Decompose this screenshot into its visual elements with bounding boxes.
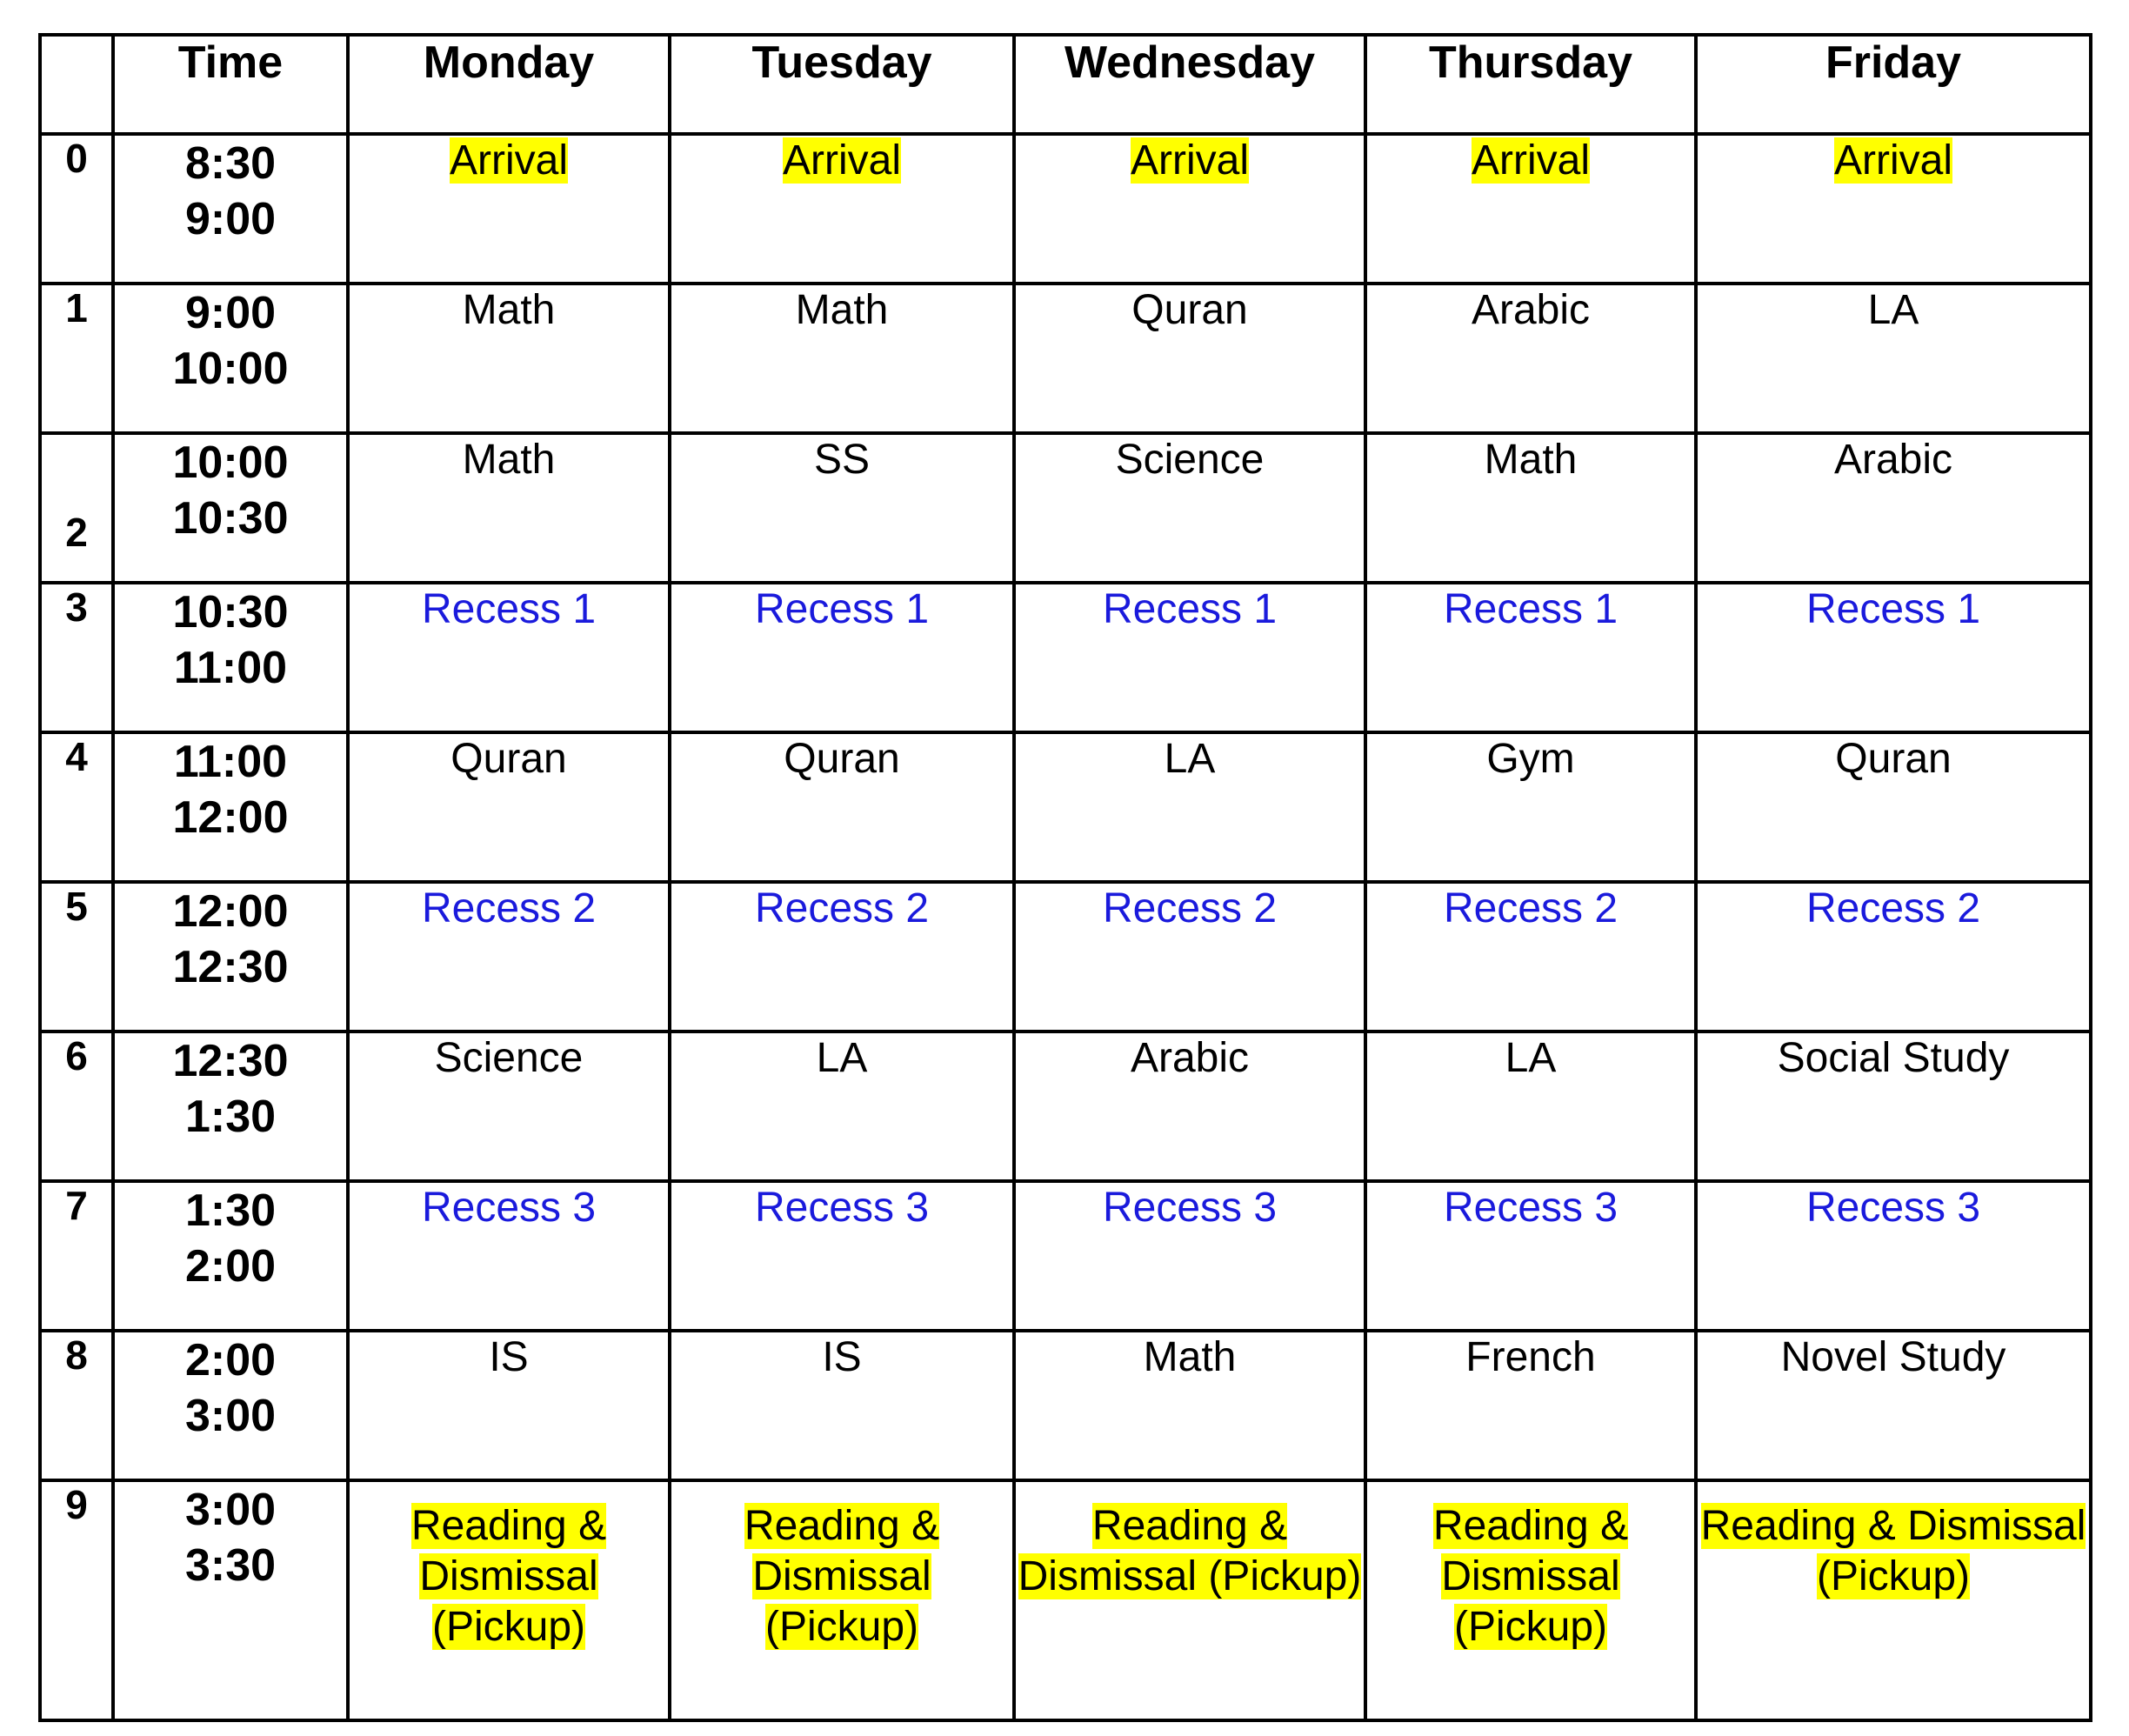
class-label: Recess 2 <box>1443 885 1618 931</box>
class-label: Math <box>1143 1334 1237 1380</box>
class-cell-tuesday <box>670 1331 1014 1480</box>
period-row <box>40 1181 2091 1331</box>
class-label: Science <box>1115 437 1265 483</box>
class-cell-wednesday <box>1014 882 1365 1032</box>
class-label: Arabic <box>1471 287 1591 333</box>
class-label: Recess 3 <box>754 1185 930 1231</box>
class-label: Arrival <box>449 137 568 184</box>
header-cell-tuesday: Tuesday <box>670 35 1014 134</box>
class-label: Recess 1 <box>1443 586 1618 632</box>
period-end-time: 12:00 <box>172 792 289 843</box>
period-time <box>113 1480 348 1720</box>
class-label: LA <box>1867 287 1919 333</box>
class-cell-wednesday <box>1014 134 1365 284</box>
period-start-time: 10:00 <box>172 437 289 488</box>
class-label: Recess 3 <box>1443 1185 1618 1231</box>
class-cell-monday <box>348 732 670 882</box>
class-cell-wednesday <box>1014 1331 1365 1480</box>
class-cell-tuesday <box>670 882 1014 1032</box>
period-number: 2 <box>40 433 113 583</box>
period-number: 8 <box>40 1331 113 1480</box>
class-label: Novel Study <box>1780 1334 2006 1380</box>
class-cell-monday <box>348 583 670 732</box>
period-number: 9 <box>40 1480 113 1720</box>
class-label: Recess 1 <box>421 586 597 632</box>
header-cell-friday: Friday <box>1696 35 2091 134</box>
class-label: Quran <box>784 736 900 782</box>
period-number: 6 <box>40 1032 113 1181</box>
period-row <box>40 1032 2091 1181</box>
period-start-time: 11:00 <box>173 737 288 787</box>
period-time <box>113 583 348 732</box>
class-cell-friday <box>1696 732 2091 882</box>
class-label: Arrival <box>1471 137 1590 184</box>
class-label: Reading & Dismissal (Pickup) <box>744 1503 940 1650</box>
class-label: Recess 2 <box>1805 885 1981 931</box>
class-label: IS <box>489 1334 529 1380</box>
class-label: Reading & Dismissal (Pickup) <box>1432 1503 1629 1650</box>
class-cell-tuesday <box>670 732 1014 882</box>
class-cell-thursday <box>1365 284 1696 433</box>
class-cell-monday <box>348 284 670 433</box>
class-cell-thursday <box>1365 1480 1696 1720</box>
class-cell-friday <box>1696 1181 2091 1331</box>
class-cell-friday <box>1696 433 2091 583</box>
period-time <box>113 882 348 1032</box>
class-cell-thursday <box>1365 732 1696 882</box>
class-cell-monday <box>348 1181 670 1331</box>
class-label: SS <box>813 437 871 483</box>
period-time <box>113 433 348 583</box>
class-label: Arrival <box>782 137 901 184</box>
class-cell-thursday <box>1365 1331 1696 1480</box>
class-cell-tuesday <box>670 134 1014 284</box>
class-label: Recess 2 <box>754 885 930 931</box>
class-label: Recess 3 <box>421 1185 597 1231</box>
class-label: LA <box>1505 1035 1557 1081</box>
class-cell-friday <box>1696 583 2091 732</box>
class-cell-thursday <box>1365 433 1696 583</box>
period-row <box>40 882 2091 1032</box>
period-end-time: 3:00 <box>184 1391 277 1441</box>
class-label: Arabic <box>1130 1035 1250 1081</box>
period-row <box>40 583 2091 732</box>
class-label: French <box>1465 1334 1596 1380</box>
period-end-time: 10:30 <box>172 493 289 544</box>
class-label: Reading & Dismissal (Pickup) <box>410 1503 607 1650</box>
period-row <box>40 284 2091 433</box>
period-number: 3 <box>40 583 113 732</box>
period-row <box>40 732 2091 882</box>
class-label: Math <box>795 287 889 333</box>
class-cell-tuesday <box>670 1480 1014 1720</box>
class-cell-monday <box>348 1032 670 1181</box>
header-row <box>40 35 2091 134</box>
class-cell-friday <box>1696 1480 2091 1720</box>
header-cell-time: Time <box>113 35 348 134</box>
class-label: Recess 2 <box>421 885 597 931</box>
period-end-time: 12:30 <box>172 942 289 992</box>
class-cell-monday <box>348 882 670 1032</box>
class-cell-tuesday <box>670 284 1014 433</box>
class-cell-thursday <box>1365 583 1696 732</box>
period-start-time: 9:00 <box>184 288 277 338</box>
class-label: Recess 3 <box>1805 1185 1981 1231</box>
period-number: 5 <box>40 882 113 1032</box>
period-time <box>113 1032 348 1181</box>
class-cell-monday <box>348 134 670 284</box>
period-time <box>113 284 348 433</box>
class-label: LA <box>1164 736 1216 782</box>
class-cell-wednesday <box>1014 1181 1365 1331</box>
header-cell-index <box>40 35 113 134</box>
header-cell-wednesday: Wednesday <box>1014 35 1365 134</box>
class-cell-wednesday <box>1014 433 1365 583</box>
class-cell-thursday <box>1365 1181 1696 1331</box>
class-label: Science <box>434 1035 584 1081</box>
period-time <box>113 134 348 284</box>
class-label: Recess 2 <box>1102 885 1278 931</box>
class-label: Social Study <box>1777 1035 2010 1081</box>
class-cell-tuesday <box>670 433 1014 583</box>
class-cell-tuesday <box>670 583 1014 732</box>
class-label: Recess 1 <box>1102 586 1278 632</box>
period-number: 0 <box>40 134 113 284</box>
period-end-time: 3:30 <box>184 1540 277 1591</box>
class-cell-wednesday <box>1014 1032 1365 1181</box>
class-label: Reading & Dismissal (Pickup) <box>1700 1503 2086 1599</box>
period-row <box>40 134 2091 284</box>
class-label: Recess 1 <box>754 586 930 632</box>
class-label: Gym <box>1486 736 1575 782</box>
class-cell-thursday <box>1365 1032 1696 1181</box>
period-time <box>113 732 348 882</box>
class-label: Quran <box>1131 287 1248 333</box>
class-cell-friday <box>1696 1032 2091 1181</box>
period-start-time: 1:30 <box>184 1185 277 1236</box>
class-cell-monday <box>348 1480 670 1720</box>
class-cell-tuesday <box>670 1181 1014 1331</box>
period-number: 1 <box>40 284 113 433</box>
period-number: 4 <box>40 732 113 882</box>
period-start-time: 3:00 <box>184 1485 277 1535</box>
period-end-time: 9:00 <box>184 194 277 244</box>
period-row <box>40 1331 2091 1480</box>
class-label: Arrival <box>1130 137 1249 184</box>
class-cell-friday <box>1696 882 2091 1032</box>
header-cell-monday: Monday <box>348 35 670 134</box>
class-cell-thursday <box>1365 134 1696 284</box>
class-cell-thursday <box>1365 882 1696 1032</box>
period-start-time: 10:30 <box>172 587 289 638</box>
class-cell-wednesday <box>1014 732 1365 882</box>
period-row <box>40 1480 2091 1720</box>
period-end-time: 11:00 <box>173 643 288 693</box>
period-row <box>40 433 2091 583</box>
period-end-time: 1:30 <box>184 1092 277 1142</box>
class-label: Quran <box>450 736 567 782</box>
period-start-time: 8:30 <box>184 138 277 189</box>
class-label: Math <box>462 287 556 333</box>
class-label: Reading & Dismissal (Pickup) <box>1018 1503 1362 1599</box>
class-cell-wednesday <box>1014 1480 1365 1720</box>
class-label: LA <box>816 1035 868 1081</box>
class-label: Math <box>462 437 556 483</box>
period-number: 7 <box>40 1181 113 1331</box>
class-label: Arrival <box>1833 137 1952 184</box>
class-cell-monday <box>348 1331 670 1480</box>
class-label: Recess 1 <box>1805 586 1981 632</box>
period-end-time: 10:00 <box>172 344 289 394</box>
period-time <box>113 1181 348 1331</box>
class-cell-monday <box>348 433 670 583</box>
class-label: IS <box>822 1334 862 1380</box>
class-label: Quran <box>1835 736 1952 782</box>
class-label: Arabic <box>1833 437 1953 483</box>
class-cell-wednesday <box>1014 284 1365 433</box>
period-start-time: 2:00 <box>184 1335 277 1385</box>
class-label: Math <box>1484 437 1578 483</box>
class-cell-wednesday <box>1014 583 1365 732</box>
class-cell-tuesday <box>670 1032 1014 1181</box>
header-cell-thursday: Thursday <box>1365 35 1696 134</box>
schedule-sheet <box>38 33 2089 1699</box>
period-time <box>113 1331 348 1480</box>
class-cell-friday <box>1696 134 2091 284</box>
period-start-time: 12:30 <box>172 1036 289 1086</box>
class-cell-friday <box>1696 1331 2091 1480</box>
period-end-time: 2:00 <box>184 1241 277 1292</box>
period-start-time: 12:00 <box>172 886 289 937</box>
class-cell-friday <box>1696 284 2091 433</box>
weekly-schedule-table <box>38 33 2092 1722</box>
class-label: Recess 3 <box>1102 1185 1278 1231</box>
